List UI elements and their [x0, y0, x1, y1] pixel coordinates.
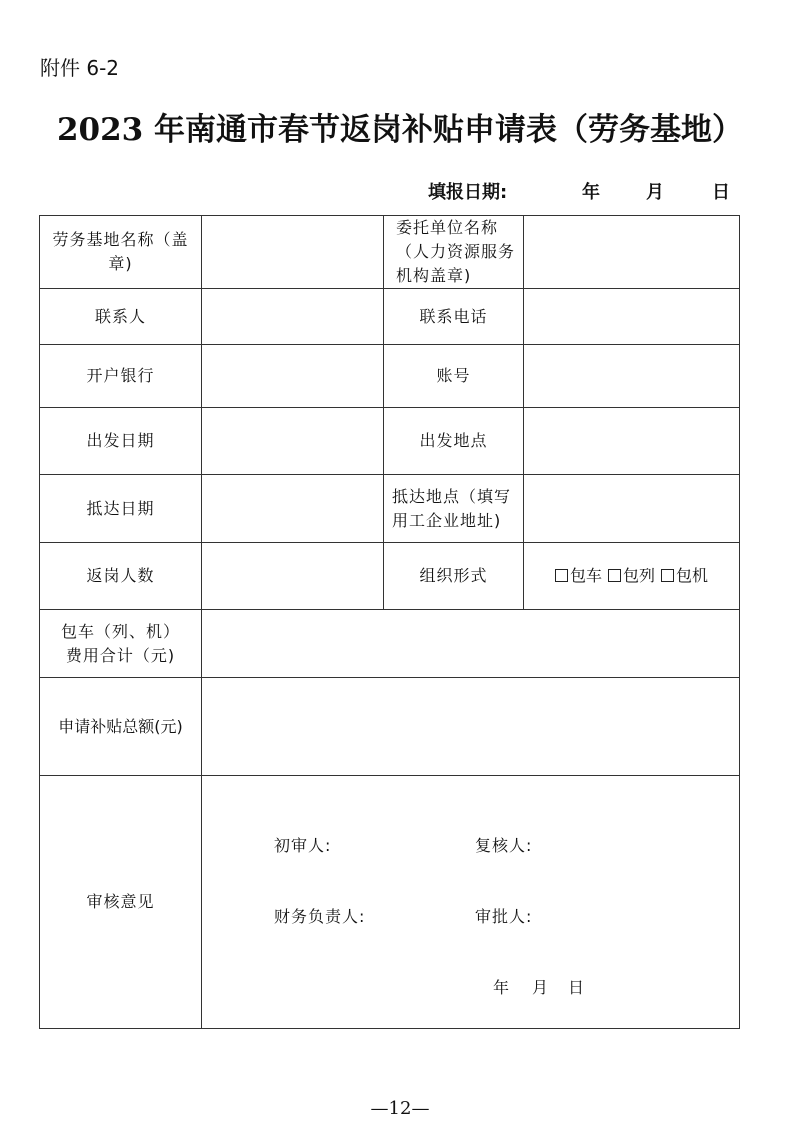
return-count-value[interactable]	[202, 543, 384, 610]
fill-date-label: 填报日期:	[428, 182, 508, 203]
base-name-value[interactable]	[202, 216, 384, 289]
review-day: 日	[568, 977, 586, 997]
rechecker-label: 复核人:	[475, 835, 533, 855]
arrive-date-value[interactable]	[202, 475, 384, 543]
subsidy-total-value[interactable]	[202, 678, 740, 776]
charter-total-value[interactable]	[202, 610, 740, 678]
arrive-place-value[interactable]	[524, 475, 740, 543]
base-name-label: 劳务基地名称（盖章)	[40, 216, 202, 289]
fill-date-year: 年	[582, 182, 600, 203]
contact-label: 联系人	[40, 289, 202, 345]
fill-date-month: 月	[646, 182, 664, 203]
option-train[interactable]: 包列	[608, 566, 655, 585]
option-plane[interactable]: 包机	[661, 566, 708, 585]
checkbox-icon[interactable]	[661, 569, 674, 582]
checkbox-icon[interactable]	[608, 569, 621, 582]
phone-label: 联系电话	[384, 289, 524, 345]
arrive-date-label: 抵达日期	[40, 475, 202, 543]
bank-label: 开户银行	[40, 345, 202, 408]
review-area	[202, 776, 740, 1029]
approver-label: 审批人:	[475, 906, 533, 926]
account-label: 账号	[384, 345, 524, 408]
page-title: 2023 年南通市春节返岗补贴申请表（劳务基地）	[56, 112, 744, 148]
review-label: 审核意见	[40, 776, 202, 1029]
depart-place-value[interactable]	[524, 408, 740, 475]
return-count-label: 返岗人数	[40, 543, 202, 610]
org-options	[524, 543, 740, 610]
phone-value[interactable]	[524, 289, 740, 345]
contact-value[interactable]	[202, 289, 384, 345]
arrive-place-label: 抵达地点（填写用工企业地址)	[384, 475, 524, 543]
depart-date-value[interactable]	[202, 408, 384, 475]
finance-head-label: 财务负责人:	[274, 906, 366, 926]
depart-place-label: 出发地点	[384, 408, 524, 475]
entrust-unit-label: 委托单位名称（人力资源服务机构盖章)	[384, 216, 524, 289]
subsidy-total-label: 申请补贴总额(元)	[40, 678, 202, 776]
org-form-label: 组织形式	[384, 543, 524, 610]
entrust-unit-value[interactable]	[524, 216, 740, 289]
charter-total-label: 包车（列、机）费用合计（元)	[40, 610, 202, 678]
option-bus[interactable]: 包车	[555, 566, 602, 585]
fill-date-day: 日	[712, 182, 730, 203]
first-reviewer-label: 初审人:	[274, 835, 332, 855]
bank-value[interactable]	[202, 345, 384, 408]
review-year: 年	[493, 977, 511, 997]
account-value[interactable]	[524, 345, 740, 408]
attachment-label: 附件 6-2	[40, 56, 120, 80]
page-number: —12—	[370, 1098, 430, 1119]
checkbox-icon[interactable]	[555, 569, 568, 582]
depart-date-label: 出发日期	[40, 408, 202, 475]
application-form	[39, 215, 740, 1029]
review-month: 月	[532, 977, 550, 997]
